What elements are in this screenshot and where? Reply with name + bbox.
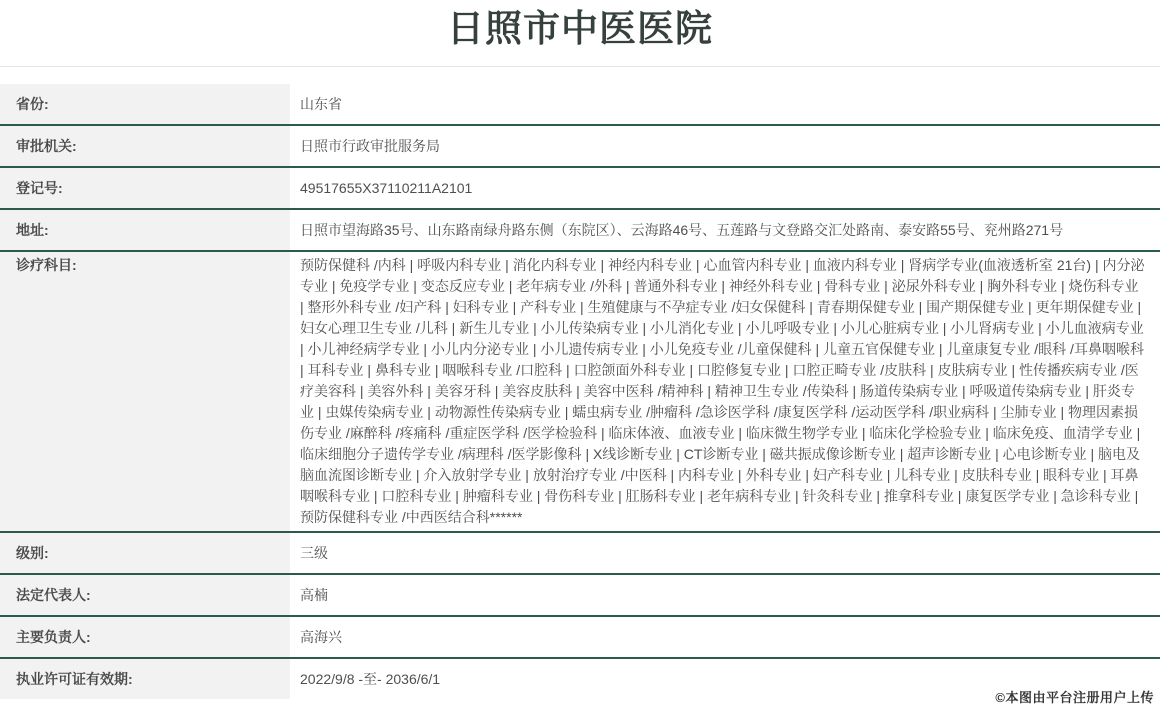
row-value: 高楠 — [290, 575, 1160, 615]
table-row-level — [0, 533, 1160, 575]
row-value: 日照市行政审批服务局 — [290, 126, 1160, 166]
page-title: 日照市中医医院 — [447, 8, 713, 49]
row-value: 2022/9/8 -至- 2036/6/1 — [290, 659, 1160, 699]
row-label: 执业许可证有效期: — [0, 659, 290, 699]
row-value: 山东省 — [290, 84, 1160, 124]
row-label: 省份: — [0, 84, 290, 124]
table-row-license-validity — [0, 659, 1160, 699]
row-label: 法定代表人: — [0, 575, 290, 615]
table-row-principal — [0, 617, 1160, 659]
table-row-approval-authority — [0, 126, 1160, 168]
row-label: 登记号: — [0, 168, 290, 208]
table-row-medical-departments — [0, 252, 1160, 533]
row-value: 三级 — [290, 533, 1160, 573]
row-value: 49517655X37110211A2101 — [290, 168, 1160, 208]
row-label: 诊疗科目: — [0, 252, 290, 531]
row-value: 日照市望海路35号、山东路南绿舟路东侧（东院区）、云海路46号、五莲路与文登路交汇处路南、泰安路55号、兖州路271号 — [290, 210, 1160, 250]
row-label: 审批机关: — [0, 126, 290, 166]
table-row-address — [0, 210, 1160, 252]
row-label: 主要负责人: — [0, 617, 290, 657]
page-header — [0, 0, 1160, 67]
table-row-legal-representative — [0, 575, 1160, 617]
copyright-watermark-badge: ©本图由平台注册用户上传 — [995, 690, 1154, 705]
hospital-info-table — [0, 84, 1160, 699]
row-label: 地址: — [0, 210, 290, 250]
row-value: 高海兴 — [290, 617, 1160, 657]
table-row-registration-number — [0, 168, 1160, 210]
table-row-province — [0, 84, 1160, 126]
row-value: 预防保健科 /内科 | 呼吸内科专业 | 消化内科专业 | 神经内科专业 | 心血管内科专业 | 血液内科专业 | 肾病学专业(血液透析室 21台) | 内分泌专业 | 免疫学专业 | 变态反应专业 | 老年病专业 /外科 | 普通外科专业 | 神经外科专业 | 骨科专业 | 泌尿外科专业 | 胸外科专业 | 烧伤科专业 | 整形外科专业 /妇产科 | 妇科专业 | 产科专业 | 生殖健康与不孕症专业 /妇女保健科 | 青春期保健专业 | 围产期保健专业 | 更年期保健专业 | 妇女心理卫生专业 /儿科 | 新生儿专业 | 小儿传染病专业 | 小儿消化专业 | 小儿呼吸专业 | 小儿心脏病专业 | 小儿肾病专业 | 小儿血液病专业 | 小儿神经病学专业 | 小儿内分泌专业 | 小儿遗传病专业 | 小儿免疫专业 /儿童保健科 | 儿童五官保健专业 | 儿童康复专业 /眼科 /耳鼻咽喉科 | 耳科专业 | 鼻科专业 | 咽喉科专业 /口腔科 | 口腔颌面外科专业 | 口腔修复专业 | 口腔正畸专业 /皮肤科 | 皮肤病专业 | 性传播疾病专业 /医疗美容科 | 美容外科 | 美容牙科 | 美容皮肤科 | 美容中医科 /精神科 | 精神卫生专业 /传染科 | 肠道传染病专业 | 呼吸道传染病专业 | 肝炎专业 | 虫媒传染病专业 | 动物源性传染病专业 | 蠕虫病专业 /肿瘤科 /急诊医学科 /康复医学科 /运动医学科 /职业病科 | 尘肺专业 | 物理因素损伤专业 /麻醉科 /疼痛科 /重症医学科 /医学检验科 | 临床体液、血液专业 | 临床微生物学专业 | 临床化学检验专业 | 临床免疫、血清学专业 | 临床细胞分子遗传学专业 /病理科 /医学影像科 | X线诊断专业 | CT诊断专业 | 磁共振成像诊断专业 | 超声诊断专业 | 心电诊断专业 | 脑电及脑血流图诊断专业 | 介入放射学专业 | 放射治疗专业 /中医科 | 内科专业 | 外科专业 | 妇产科专业 | 儿科专业 | 皮肤科专业 | 眼科专业 | 耳鼻咽喉科专业 | 口腔科专业 | 肿瘤科专业 | 骨伤科专业 | 肛肠科专业 | 老年病科专业 | 针灸科专业 | 推拿科专业 | 康复医学专业 | 急诊科专业 | 预防保健科专业 /中西医结合科****** — [290, 252, 1160, 531]
row-label: 级别: — [0, 533, 290, 573]
